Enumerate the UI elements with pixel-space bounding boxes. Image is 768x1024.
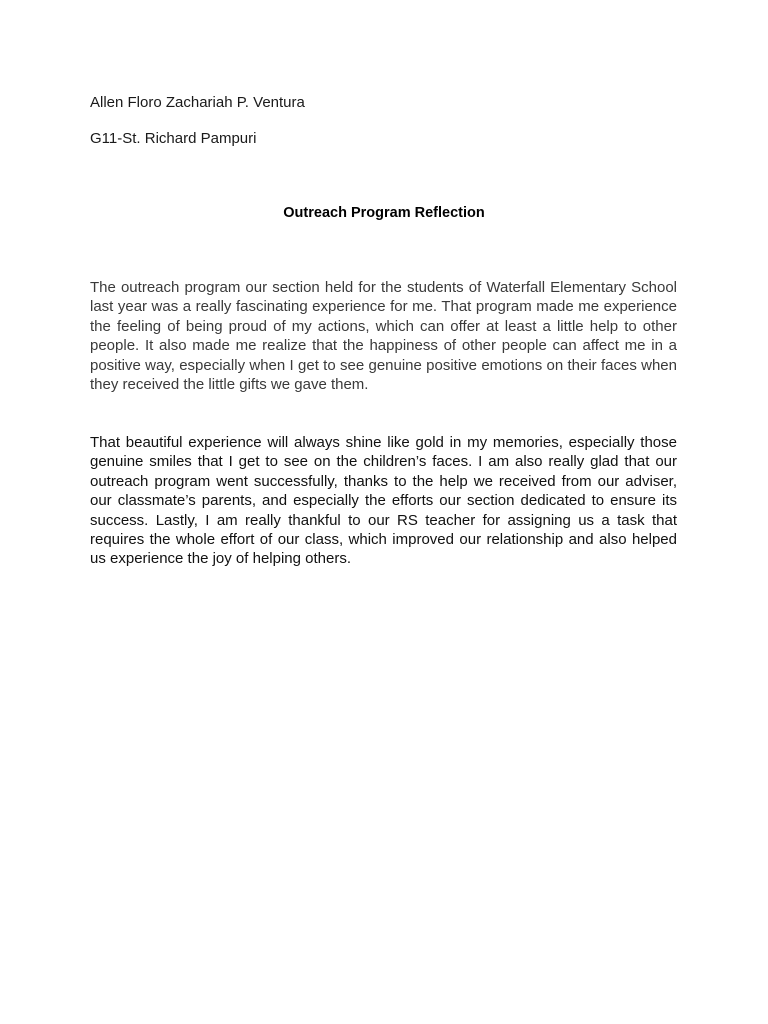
paragraph-2: That beautiful experience will always shine like gold in my memories, especially those genuine smiles that I get to see on the children’s faces. I am also really glad that our outreach program went successfully, thanks to the help we received from our adviser, our classmate’s parents, and especially the efforts our section dedicated to ensure its success. Lastly, I am really thankful to our RS teacher for assigning us a task that requires the whole effort of our class, which improved our relationship and also helped us experience the joy of helping others. <box>90 434 677 568</box>
document-title: Outreach Program Reflection <box>283 205 485 221</box>
author-name: Allen Floro Zachariah P. Ventura <box>90 94 305 111</box>
class-section: G11-St. Richard Pampuri <box>90 130 257 147</box>
paragraph-1: The outreach program our section held for the students of Waterfall Elementary School last year was a really fascinating experience for me. That program made me experience the feeling of being proud of my actions, which can offer at least a little help to other people. It also made me realize that the happiness of other people can affect me in a positive way, especially when I get to see genuine positive emotions on their faces when they received the little gifts we gave them. <box>90 279 677 394</box>
